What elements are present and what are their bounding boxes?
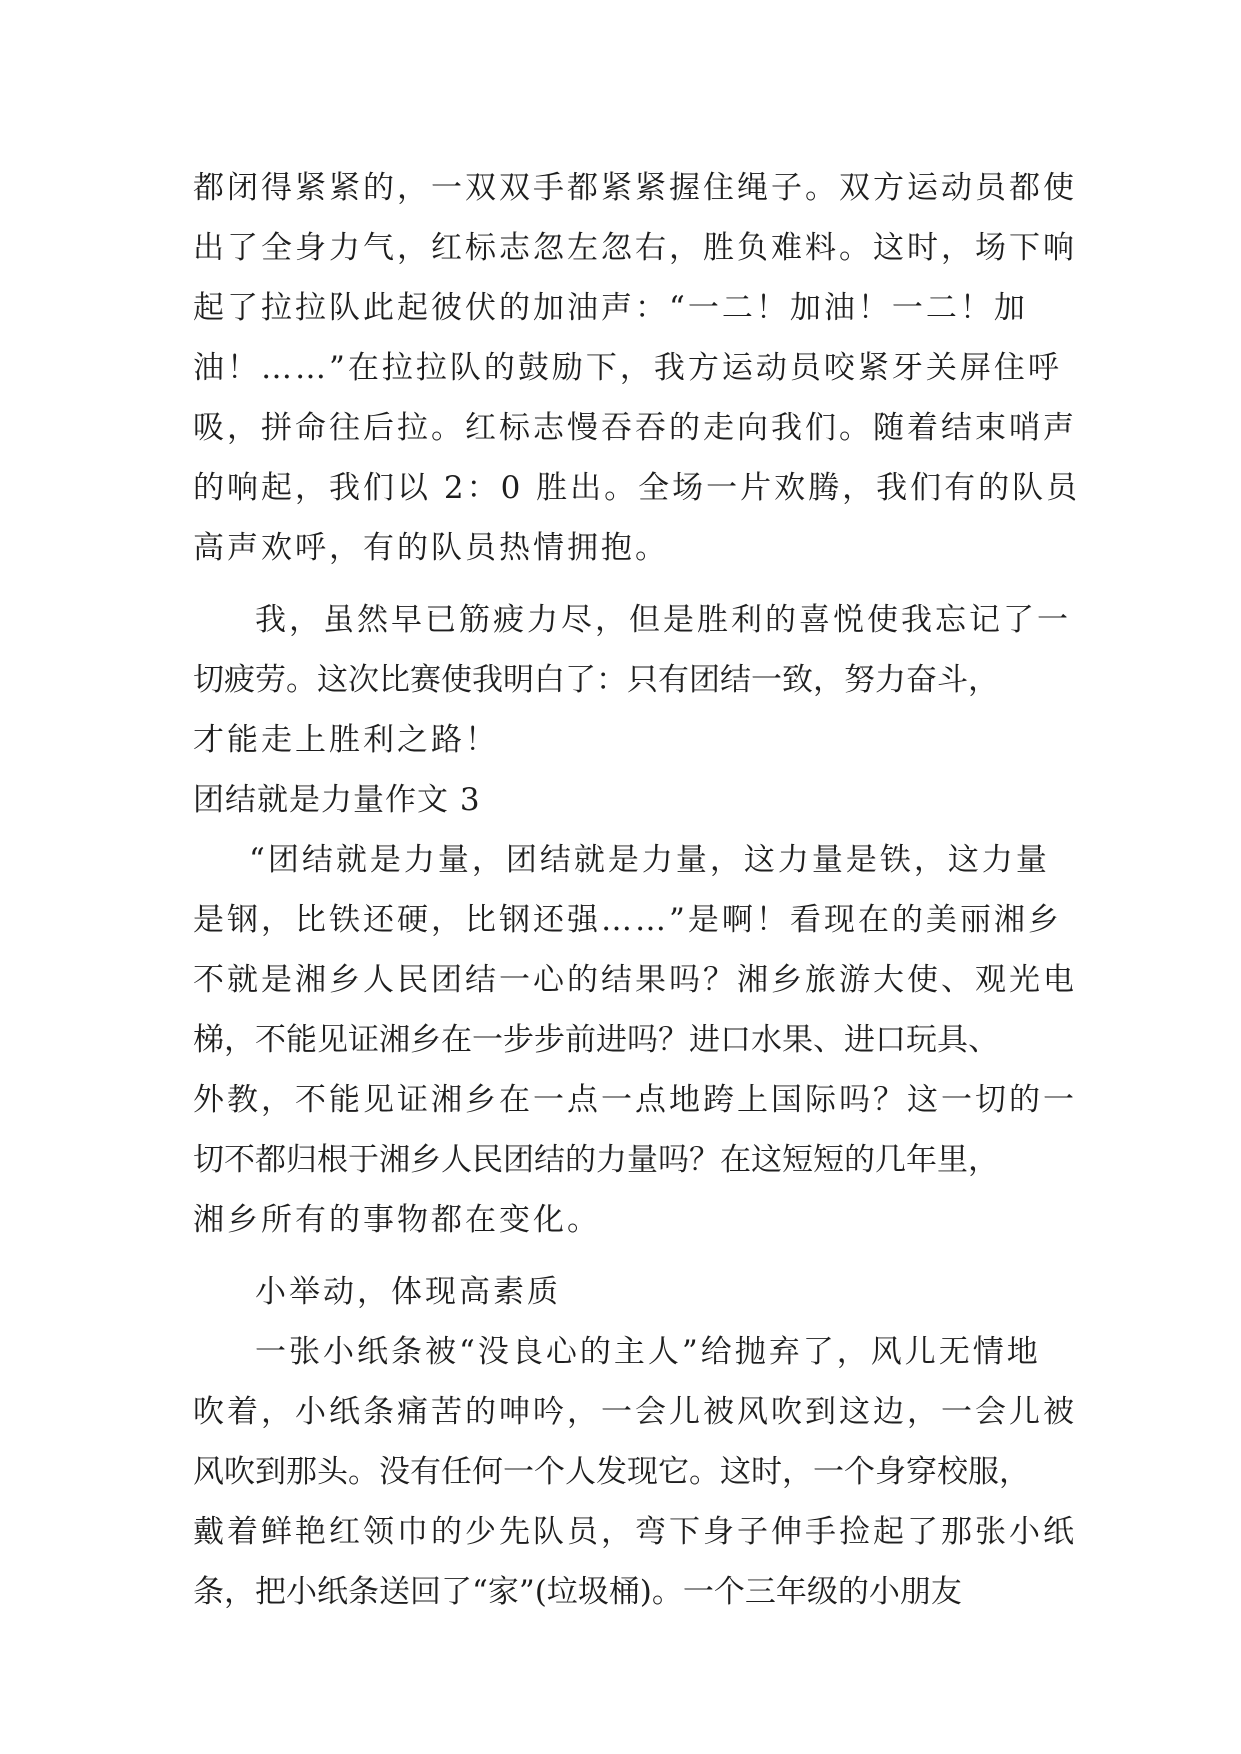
- paragraph: [193, 158, 1081, 578]
- text-line: 一张小纸条被“没良心的主人”给抛弃了，风儿无情地: [255, 1334, 1041, 1370]
- text-line: 高声欢呼，有的队员热情拥抱。: [193, 530, 669, 566]
- text-line: 吸，拼命往后拉。红标志慢吞吞的走向我们。随着结束哨声: [193, 410, 1077, 446]
- text-line: 出了全身力气，红标志忽左忽右，胜负难料。这时，场下响: [193, 230, 1077, 266]
- text-line: “团结就是力量，团结就是力量，这力量是铁，这力量: [249, 842, 1050, 878]
- text-line: 条，把小纸条送回了“家”(垃圾桶)。一个三年级的小朋友: [193, 1574, 962, 1610]
- text-line: 切不都归根于湘乡人民团结的力量吗？在这短短的几年里，: [193, 1142, 999, 1178]
- text-line: 是钢，比铁还硬，比钢还强……”是啊！看现在的美丽湘乡: [193, 902, 1062, 938]
- text-line: 不就是湘乡人民团结一心的结果吗？湘乡旅游大使、观光电: [193, 962, 1077, 998]
- text-line: 都闭得紧紧的，一双双手都紧紧握住绳子。双方运动员都使: [193, 170, 1077, 206]
- text-line: 外教，不能见证湘乡在一点一点地跨上国际吗？这一切的一: [193, 1082, 1077, 1118]
- text-line: 梯，不能见证湘乡在一步步前进吗？进口水果、进口玩具、: [193, 1022, 999, 1058]
- paragraph: [193, 1322, 1077, 1622]
- text-line: 我，虽然早已筋疲力尽，但是胜利的喜悦使我忘记了一: [255, 602, 1071, 638]
- text-line: 风吹到那头。没有任何一个人发现它。这时，一个身穿校服，: [193, 1454, 1030, 1490]
- text-line: 吹着，小纸条痛苦的呻吟，一会儿被风吹到这边，一会儿被: [193, 1394, 1077, 1430]
- text-line: 的响起，我们以 2：0 胜出。全场一片欢腾，我们有的队员: [193, 470, 1081, 506]
- text-line: 才能走上胜利之路！: [193, 722, 499, 758]
- text-line: 起了拉拉队此起彼伏的加油声：“一二！加油！一二！加: [193, 290, 1028, 326]
- section-title: 团结就是力量作文 3: [193, 782, 481, 818]
- text-line: 湘乡所有的事物都在变化。: [193, 1202, 601, 1238]
- text-line: 戴着鲜艳红领巾的少先队员，弯下身子伸手捡起了那张小纸: [193, 1514, 1077, 1550]
- paragraph: [193, 590, 1073, 770]
- text-line: 油！……”在拉拉队的鼓励下，我方运动员咬紧牙关屏住呼: [193, 350, 1062, 386]
- subheading: 小举动，体现高素质: [255, 1274, 561, 1310]
- document-body: [193, 158, 1081, 1622]
- paragraph: [193, 830, 1077, 1250]
- text-line: 切疲劳。这次比赛使我明白了：只有团结一致，努力奋斗，: [193, 662, 999, 698]
